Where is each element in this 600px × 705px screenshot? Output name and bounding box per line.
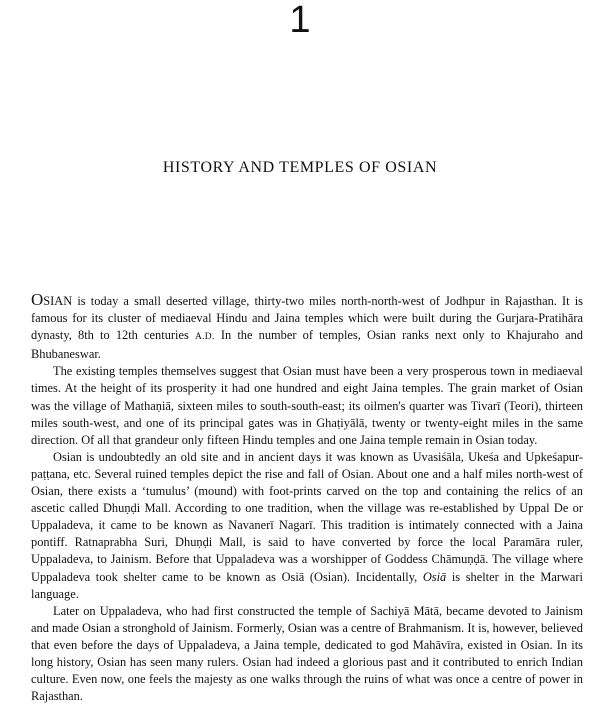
paragraph-3-text: Osian is undoubtedly an old site and in ancient days it was known as Uvasiśāla, Ukeśa and Upkeśapur-paṭṭana, etc. Several ruined temples depict the rise and fall of Osian. About one and a half miles north-west of Osian, there exists a ‘tumulus’ (mound) with foot-prints carved on the top and containing the relics of an ascetic called Dhuṇḍi Mall. According to one tradition, when the village was re-established by Uppal De or Uppaladeva, it came to be known as Navanerī Nagarī. This tradition is intimately connected with a Jaina pontiff. Ratnaprabha Suri, Dhuṇḍi Mall, is said to have converted by force the local Paramāra ruler, Uppaladeva, to Jainism. Before that Uppaladeva was a worshipper of Goddess Chāmuṇḍā. The village where Uppaladeva took shelter came to be known as Osiā (Osian). Incidentally, [31,449,583,584]
era-abbreviation: A.D. [194,332,215,343]
paragraph-1 [31,290,583,363]
paragraph-3-italic-term: Osiā [422,569,447,584]
chapter-number: 1 [289,0,311,41]
paragraph-3-tail: is shelter in the Marwari language. [31,569,583,601]
paragraph-3 [31,449,583,603]
paragraph-1-text-b: In the number of temples, Osian ranks next only to Khajuraho and Bhubaneswar. [31,328,583,362]
paragraph-4: Later on Uppaladeva, who had first constructed the temple of Sachiyā Mātā, became devoted to Jainism and made Osian a stronghold of Jainism. Formerly, Osian was a centre of Brahmanism. It is, however, believed that even before the days of Uppaladeva, a Jaina temple, dedicated to god Mahāvīra, existed in Osian. In its long history, Osian has seen many rulers. Osian had indeed a glorious past and it contributed to enrich Indian culture. Even now, one feels the majesty as one walks through the ruins of what was once a centre of power in Rajasthan. [31,603,583,704]
body-text [31,290,583,705]
paragraph-1-text-a: SIAN is today a small deserted village, thirty-two miles north-north-west of Jodhpur in Rajasthan. It is famous for its cluster of mediaeval Hindu and Jaina temples which were built during the Gurjara-Pratihāra dynasty, 8th to 12th centuries [31,294,583,343]
chapter-title: HISTORY AND TEMPLES OF OSIAN [162,159,438,176]
drop-cap: O [31,290,44,309]
paragraph-2: The existing temples themselves suggest that Osian must have been a very prosperous town in mediaeval times. At the height of its prosperity it had one hundred and eight Jaina temples. The grain market of Osian was the village of Mathaṇiā, sixteen miles to south-south-east; its oilmen's quarter was Tivarī (Teori), thirteen miles south-west, and one of its principal gates was in Ghaṭiyālā, twenty or twenty-eight miles in the same direction. Of all that grandeur only fifteen Hindu temples and one Jaina temple remain in Osian today. [31,364,583,447]
